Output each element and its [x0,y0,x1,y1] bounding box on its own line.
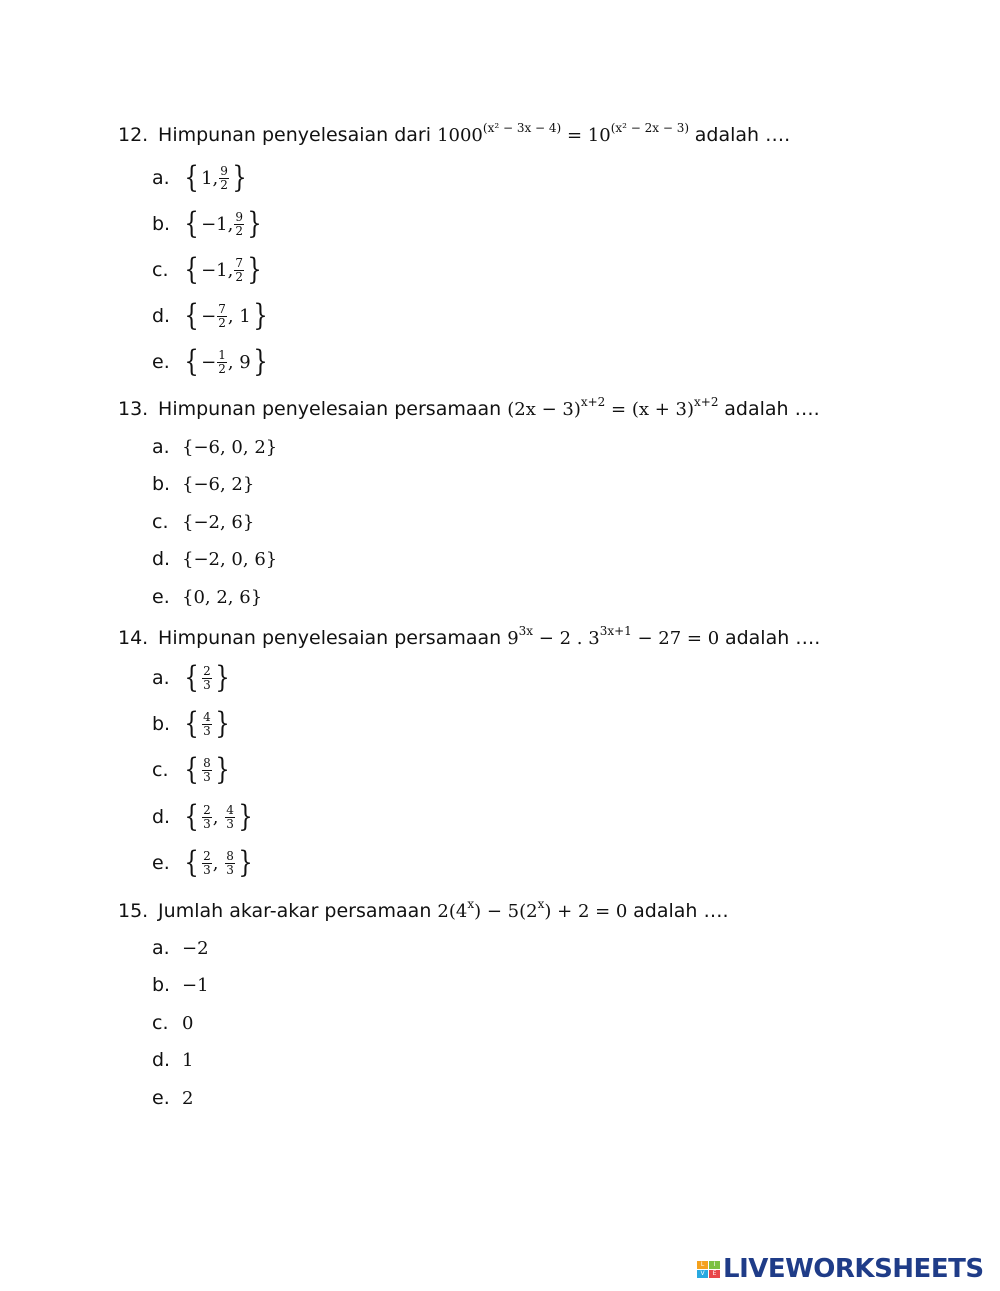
question-15 [118,898,729,921]
option-value: { $\frac{2}{3}$ , $\frac{8}{3}$ } [184,845,253,880]
liveworksheets-logo[interactable] [697,1254,984,1284]
option-label: d. [152,305,171,327]
option-13e[interactable] [152,577,262,617]
option-14d[interactable] [152,797,255,837]
question-expression: $2(4^x) - 5(2^x) + 2 = 0$ [437,897,628,922]
option-value: { $\frac{4}{3}$ } [184,706,230,741]
option-label: e. [152,1087,170,1109]
question-number: 12. [118,124,149,146]
option-value: {−6, 0, 2} [182,436,278,458]
option-value: −2 [182,937,209,959]
option-label: b. [152,974,171,996]
option-value: { $\frac{8}{3}$ } [184,752,230,787]
question-13 [118,396,820,419]
option-13b[interactable] [152,464,254,504]
question-suffix: adalah …. [694,124,791,146]
option-15d[interactable] [152,1040,193,1080]
question-expression: $(2x - 3)^{x+2} = (x + 3)^{x+2}$ [507,395,719,420]
question-14 [118,625,820,648]
option-12d[interactable] [152,296,270,336]
question-suffix: adalah …. [724,627,821,649]
question-number: 15. [118,900,149,922]
option-label: a. [152,167,170,189]
option-value: 0 [182,1012,194,1034]
option-13c[interactable] [152,502,254,542]
option-value: 1 [182,1049,194,1071]
logo-text: LIVEWORKSHEETS [723,1254,984,1284]
option-value: { − $\frac{1}{2}$ , 9 } [184,344,268,379]
option-label: a. [152,436,170,458]
option-value: { $\frac{2}{3}$ , $\frac{4}{3}$ } [184,799,253,834]
logo-tile: I [709,1261,720,1269]
logo-tile: L [697,1261,708,1269]
option-14e[interactable] [152,843,255,883]
option-14b[interactable] [152,704,232,744]
question-number: 13. [118,398,149,420]
option-value: {0, 2, 6} [182,586,263,608]
option-label: c. [152,1012,169,1034]
option-15e[interactable] [152,1078,193,1118]
option-label: d. [152,548,171,570]
option-14c[interactable] [152,750,232,790]
option-label: e. [152,586,170,608]
option-label: a. [152,667,170,689]
option-label: c. [152,511,169,533]
logo-tile: E [709,1270,720,1278]
option-13a[interactable] [152,427,277,467]
option-label: e. [152,852,170,874]
option-value: {−2, 6} [182,511,255,533]
option-value: 2 [182,1087,194,1109]
logo-tile: V [697,1270,708,1278]
option-value: { −1, $\frac{7}{2}$ } [184,252,262,287]
option-label: b. [152,213,171,235]
question-text: Jumlah akar-akar persamaan [158,900,432,922]
question-expression: $1000^{(x^2 - 3x - 4)} = 10^{(x^2 - 2x - 3)}$ [437,121,690,146]
option-14a[interactable] [152,658,232,698]
question-12 [118,122,790,145]
option-label: b. [152,473,171,495]
option-label: c. [152,259,169,281]
logo-tiles-icon [697,1261,720,1278]
option-value: { 1, $\frac{9}{2}$ } [184,160,247,195]
option-15c[interactable] [152,1003,193,1043]
option-15a[interactable] [152,928,209,968]
option-label: b. [152,713,171,735]
question-expression: $9^{3x} - 2$ . $3^{3x+1} - 27 = 0$ [507,624,720,649]
option-label: a. [152,937,170,959]
option-value: {−2, 0, 6} [182,548,278,570]
option-label: c. [152,759,169,781]
option-13d[interactable] [152,539,277,579]
question-text: Himpunan penyelesaian persamaan [158,398,502,420]
question-text: Himpunan penyelesaian persamaan [158,627,502,649]
option-value: −1 [182,974,209,996]
option-15b[interactable] [152,965,209,1005]
option-value: {−6, 2} [182,473,255,495]
question-number: 14. [118,627,149,649]
option-label: d. [152,1049,171,1071]
option-label: d. [152,806,171,828]
option-label: e. [152,351,170,373]
option-value: { − $\frac{7}{2}$ , 1 } [184,298,268,333]
option-value: { $\frac{2}{3}$ } [184,660,230,695]
option-12c[interactable] [152,250,264,290]
option-value: { −1, $\frac{9}{2}$ } [184,206,262,241]
option-12b[interactable] [152,204,264,244]
question-text: Himpunan penyelesaian dari [158,124,432,146]
option-12e[interactable] [152,342,270,382]
question-suffix: adalah …. [724,398,820,420]
option-12a[interactable] [152,158,249,198]
question-suffix: adalah …. [633,900,729,922]
